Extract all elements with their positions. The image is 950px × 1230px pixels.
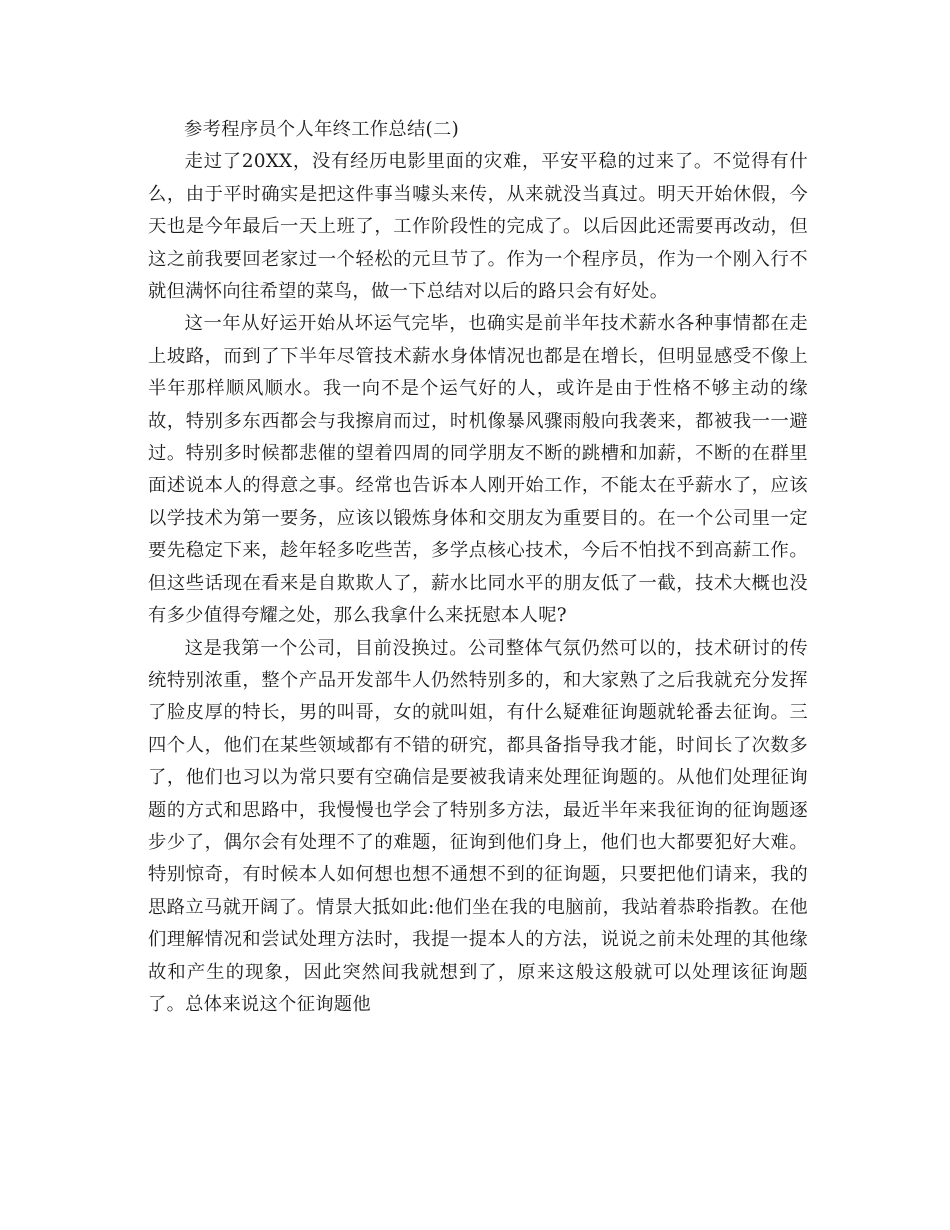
paragraph-2: 这一年从好运开始从坏运气完毕，也确实是前半年技术薪水各种事情都在走上坡路，而到了下半年尽管技术薪水身体情况也都是在增长，但明显感受不像上半年那样顺风顺水。我一向不是个运气好的人，或许是由于性格不够主动的缘故，特别多东西都会与我擦肩而过，时机像暴风骤雨般向我袭来，都被我一一避过。特别多时候都悲催的望着四周的同学朋友不断的跳槽和加薪，不断的在群里面述说本人的得意之事。经常也告诉本人刚开始工作，不能太在乎薪水了，应该以学技术为第一要务，应该以锻炼身体和交朋友为重要目的。在一个公司里一定要先稳定下来，趁年轻多吃些苦，多学点核心技术，今后不怕找不到高薪工作。但这些话现在看来是自欺欺人了，薪水比同水平的朋友低了一截，技术大概也没有多少值得夸耀之处，那么我拿什么来抚慰本人呢? bbox=[148, 313, 808, 627]
paragraph-3: 这是我第一个公司，目前没换过。公司整体气氛仍然可以的，技术研讨的传统特别浓重，整个产品开发部牛人仍然特别多的，和大家熟了之后我就充分发挥了脸皮厚的特长，男的叫哥，女的就叫姐，有什么疑难征询题就轮番去征询。三四个人，他们在某些领域都有不错的研究，都具备指导我才能，时间长了次数多了，他们也习以为常只要有空确信是要被我请来处理征询题的。从他们处理征询题的方式和思路中，我慢慢也学会了特别多方法，最近半年来我征询的征询题逐步少了，偶尔会有处理不了的难题，征询到他们身上，他们也大都要犯好大难。特别惊奇，有时候本人如何想也想不通想不到的征询题，只要把他们请来，我的思路立马就开阔了。情景大抵如此:他们坐在我的电脑前，我站着恭聆指教。在他们理解情况和尝试处理方法时，我提一提本人的方法，说说之前未处理的其他缘故和产生的现象，因此突然间我就想到了，原来这般这般就可以处理该征询题了。总体来说这个征询题他 bbox=[148, 637, 808, 1015]
document-title: 参考程序员个人年终工作总结(二) bbox=[184, 119, 460, 140]
document-body bbox=[148, 114, 808, 1021]
paragraph-1: 走过了20XX，没有经历电影里面的灾难，平安平稳的过来了。不觉得有什么，由于平时确实是把这件事当噱头来传，从来就没当真过。明天开始休假，今天也是今年最后一天上班了，工作阶段性的完成了。以后因此还需要再改动，但这之前我要回老家过一个轻松的元旦节了。作为一个程序员，作为一个刚入行不就但满怀向往希望的菜鸟，做一下总结对以后的路只会有好处。 bbox=[148, 151, 808, 303]
